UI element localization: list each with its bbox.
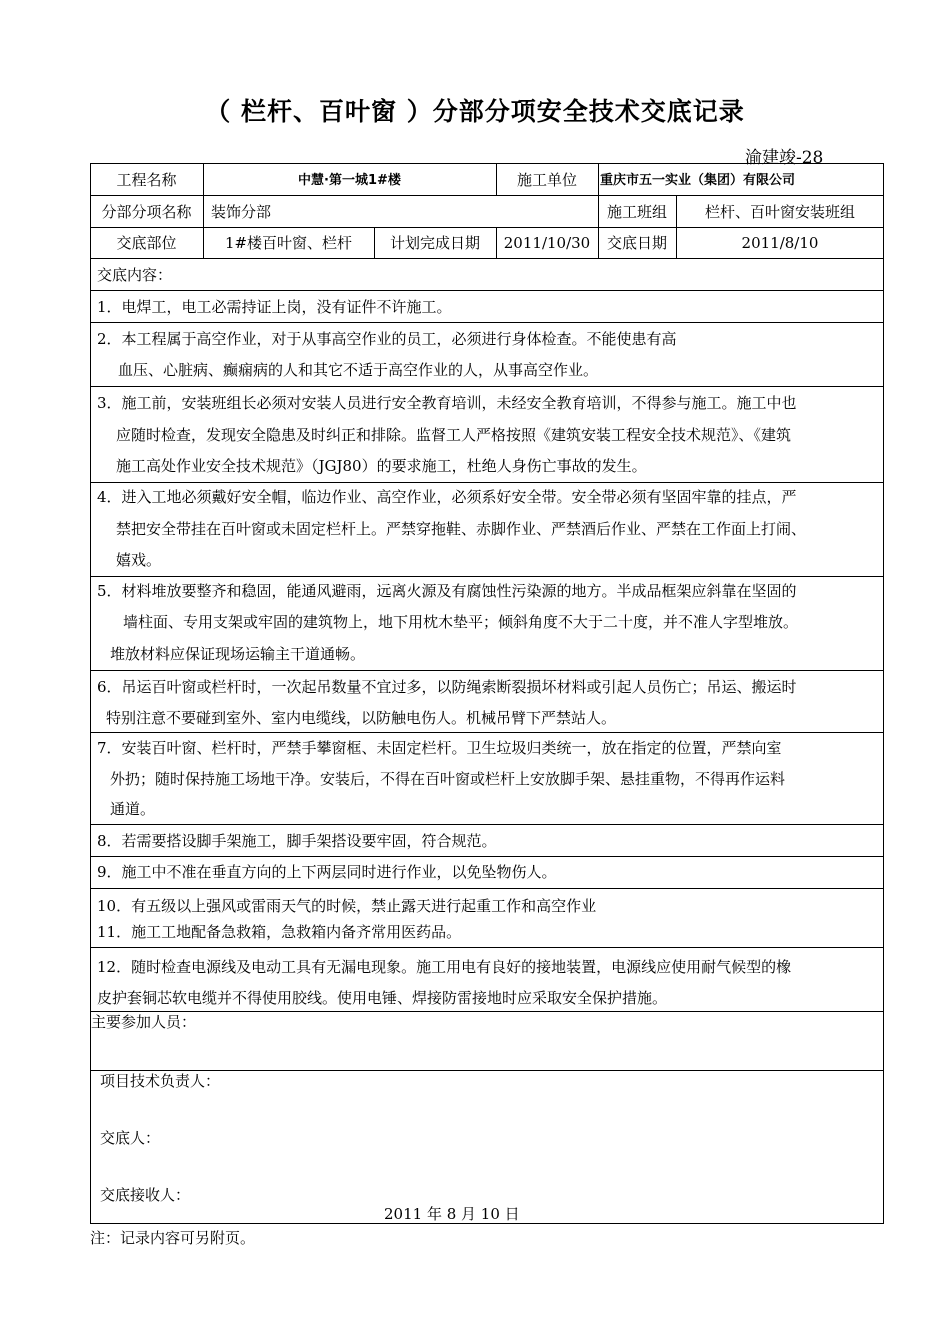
content-line: 10．有五级以上强风或雷雨天气的时候，禁止露天进行起重工作和高空作业 xyxy=(97,897,597,915)
content-line: 8．若需要搭设脚手架施工，脚手架搭设要牢固，符合规范。 xyxy=(97,832,497,850)
project-name-label: 工程名称 xyxy=(116,171,177,189)
content-line: 墙柱面、专用支架或牢固的建筑物上，地下用枕木垫平；倾斜角度不大于二十度，并不准人字型堆放。 xyxy=(123,613,799,631)
document-code: 渝建竣-28 xyxy=(745,148,824,168)
subitem-name-label: 分部分项名称 xyxy=(101,203,192,221)
content-line: 7．安装百叶窗、栏杆时，严禁手攀窗框、未固定栏杆。卫生垃圾归类统一，放在指定的位置，严禁向室 xyxy=(97,739,782,757)
construction-unit-value: 重庆市五一实业（集团）有限公司 xyxy=(600,173,796,188)
content-line: 皮护套铜芯软电缆并不得使用胶线。使用电锤、焊接防雷接地时应采取安全保护措施。 xyxy=(97,989,668,1007)
handover-part-value: 1#楼百叶窗、栏杆 xyxy=(224,234,353,252)
content-line: 5．材料堆放要整齐和稳固，能通风避雨，远离火源及有腐蚀性污染源的地方。半成品框架应斜靠在坚固的 xyxy=(97,582,797,600)
construction-team-value: 栏杆、百叶窗安装班组 xyxy=(704,203,855,221)
participants-label: 主要参加人员： xyxy=(91,1013,197,1031)
content-line: 应随时检查，发现安全隐患及时纠正和排除。监督工人严格按照《建筑安装工程安全技术规范》、《建筑 xyxy=(116,426,792,444)
content-line: 1．电焊工，电工必需持证上岗，没有证件不许施工。 xyxy=(97,298,452,316)
content-line: 11．施工工地配备急救箱，急救箱内备齐常用医药品。 xyxy=(97,923,462,941)
handover-person-label: 交底人： xyxy=(100,1129,161,1147)
tech-lead-label: 项目技术负责人： xyxy=(100,1072,221,1090)
content-line: 特别注意不要碰到室外、室内电缆线，以防触电伤人。机械吊臂下严禁站人。 xyxy=(106,709,617,727)
handover-date-value: 2011/8/10 xyxy=(741,234,819,252)
content-line: 12．随时检查电源线及电动工具有无漏电现象。施工用电有良好的接地装置，电源线应使用耐气候型的橡 xyxy=(97,958,792,976)
document-title: （ 栏杆、百叶窗 ）分部分项安全技术交底记录 xyxy=(205,97,745,126)
receiver-label: 交底接收人： xyxy=(100,1186,191,1204)
planned-completion-value: 2011/10/30 xyxy=(503,234,591,252)
content-line: 堆放材料应保证现场运输主干道通畅。 xyxy=(110,645,366,663)
construction-unit-label: 施工单位 xyxy=(516,171,577,189)
content-line: 施工高处作业安全技术规范》（JGJ80）的要求施工，杜绝人身伤亡事故的发生。 xyxy=(116,457,647,475)
content-line: 嬉戏。 xyxy=(116,551,162,569)
handover-date-label: 交底日期 xyxy=(606,234,667,252)
content-line: 4．进入工地必须戴好安全帽，临边作业、高空作业，必须系好安全带。安全带必须有坚固牢靠的挂点，严 xyxy=(97,488,797,506)
content-line: 6．吊运百叶窗或栏杆时，一次起吊数量不宜过多，以防绳索断裂损坏材料或引起人员伤亡；吊运、搬运时 xyxy=(97,678,797,696)
project-name-value: 中慧·第一城1#楼 xyxy=(298,173,401,188)
handover-part-label: 交底部位 xyxy=(116,234,177,252)
content-line: 9．施工中不准在垂直方向的上下两层同时进行作业，以免坠物伤人。 xyxy=(97,863,557,881)
sign-date: 2011 年 8 月 10 日 xyxy=(384,1205,520,1223)
content-line: 3．施工前，安装班组长必须对安装人员进行安全教育培训，未经安全教育培训，不得参与施工。施工中也 xyxy=(97,394,797,412)
content-label: 交底内容： xyxy=(97,266,173,284)
planned-completion-label: 计划完成日期 xyxy=(389,234,480,252)
content-line: 血压、心脏病、癫痫病的人和其它不适于高空作业的人，从事高空作业。 xyxy=(118,361,599,379)
content-line: 通道。 xyxy=(110,800,156,818)
content-line: 外扔；随时保持施工场地干净。安装后，不得在百叶窗或栏杆上安放脚手架、悬挂重物，不得再作运料 xyxy=(110,770,786,788)
content-line: 2．本工程属于高空作业，对于从事高空作业的员工，必须进行身体检查。不能使患有高 xyxy=(97,330,677,348)
content-line: 禁把安全带挂在百叶窗或未固定栏杆上。严禁穿拖鞋、赤脚作业、严禁酒后作业、严禁在工作面上打闹、 xyxy=(116,520,807,538)
construction-team-label: 施工班组 xyxy=(606,203,667,221)
footnote: 注：记录内容可另附页。 xyxy=(90,1229,256,1247)
subitem-name-value: 装饰分部 xyxy=(211,203,272,221)
